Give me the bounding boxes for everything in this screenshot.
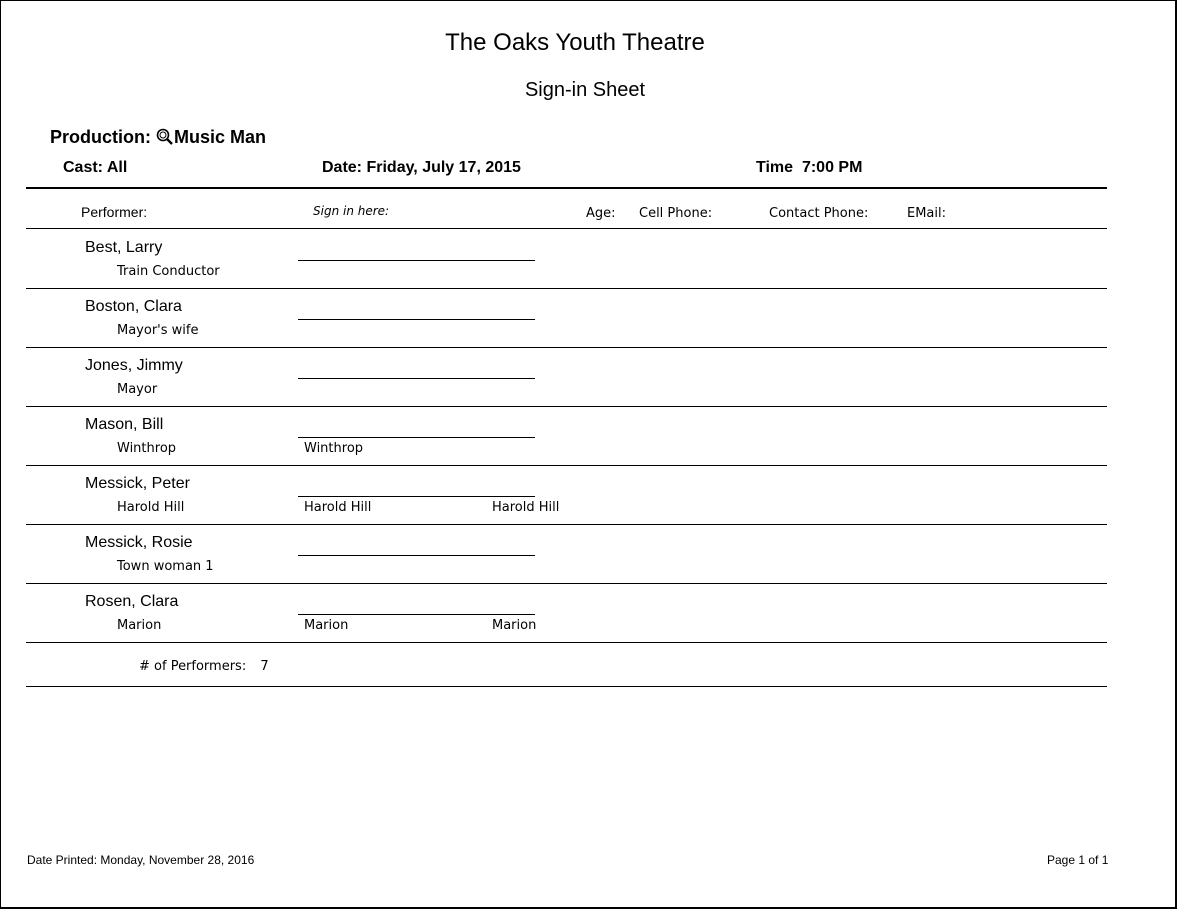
count-label: # of Performers: xyxy=(139,659,247,674)
header-divider xyxy=(26,187,1107,189)
date-info xyxy=(322,159,521,177)
performer-role: Winthrop xyxy=(117,441,177,456)
row-divider xyxy=(26,347,1107,348)
date-value: Friday, July 17, 2015 xyxy=(366,159,521,176)
performer-role: Train Conductor xyxy=(117,264,220,279)
performer-extra-field: Winthrop xyxy=(304,441,364,456)
time-label: Time xyxy=(756,159,794,176)
performer-role: Mayor's wife xyxy=(117,323,199,338)
performer-role: Harold Hill xyxy=(117,500,185,515)
time-value: 7:00 PM xyxy=(801,159,863,176)
signature-line[interactable] xyxy=(298,555,535,556)
production-value: Music Man xyxy=(174,127,267,147)
performer-role: Town woman 1 xyxy=(117,559,214,574)
col-performer: Performer: xyxy=(81,204,148,220)
signature-line[interactable] xyxy=(298,378,535,379)
count-value: 7 xyxy=(260,659,269,674)
performer-name: Jones, Jimmy xyxy=(85,357,183,374)
col-contact-phone: Contact Phone: xyxy=(769,206,869,221)
performer-extra-field: Harold Hill xyxy=(304,500,372,515)
signature-line[interactable] xyxy=(298,437,535,438)
cast-value: All xyxy=(106,159,128,176)
performer-extra-field: Marion xyxy=(304,618,349,633)
performer-role: Mayor xyxy=(117,382,158,397)
col-sign-in: Sign in here: xyxy=(313,204,390,218)
performer-extra-field: Harold Hill xyxy=(492,500,560,515)
performer-name: Mason, Bill xyxy=(85,416,164,433)
performer-name: Best, Larry xyxy=(85,239,163,256)
performer-role: Marion xyxy=(117,618,162,633)
date-label: Date: xyxy=(322,159,363,176)
time-info xyxy=(756,159,862,177)
row-divider xyxy=(26,524,1107,525)
row-divider xyxy=(26,583,1107,584)
signature-line[interactable] xyxy=(298,260,535,261)
row-divider xyxy=(26,465,1107,466)
report-title: The Oaks Youth Theatre xyxy=(445,29,705,56)
col-age: Age: xyxy=(586,206,616,221)
column-header-divider xyxy=(26,228,1107,229)
production-line xyxy=(50,127,266,148)
performer-name: Rosen, Clara xyxy=(85,593,179,610)
signature-line[interactable] xyxy=(298,614,535,615)
cast-info xyxy=(63,159,127,177)
col-cell-phone: Cell Phone: xyxy=(639,206,713,221)
magnifier-icon xyxy=(156,128,174,146)
performer-extra-field: Marion xyxy=(492,618,537,633)
report-subtitle: Sign-in Sheet xyxy=(524,79,646,101)
row-divider xyxy=(26,288,1107,289)
date-printed: Date Printed: Monday, November 28, 2016 xyxy=(27,853,255,867)
signature-line[interactable] xyxy=(298,319,535,320)
performer-name: Messick, Rosie xyxy=(85,534,193,551)
performer-name: Messick, Peter xyxy=(85,475,190,492)
cast-label: Cast: xyxy=(63,159,104,176)
signature-line[interactable] xyxy=(298,496,535,497)
summary-divider xyxy=(26,686,1107,687)
row-divider xyxy=(26,406,1107,407)
col-email: EMail: xyxy=(907,206,946,221)
row-divider xyxy=(26,642,1107,643)
performer-name: Boston, Clara xyxy=(85,298,182,315)
performer-count xyxy=(139,659,269,674)
production-label: Production: xyxy=(50,127,151,147)
page-number: Page 1 of 1 xyxy=(1047,853,1109,867)
